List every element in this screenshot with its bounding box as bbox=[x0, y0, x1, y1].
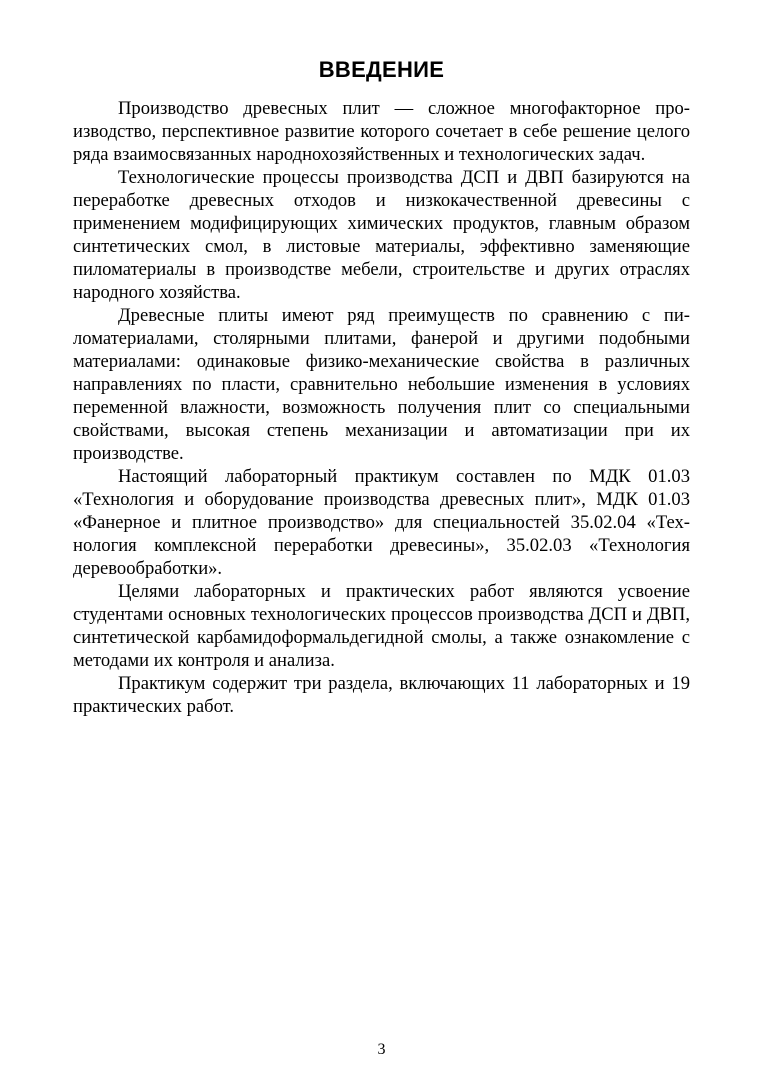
paragraph-4: Настоящий лабораторный практикум составлен по МДК 01.03 «Технология и оборудование производства древесных плит», МДК 01.03 «Фанерное и плитное производство» для специальностей 35.02.04 «Технология комплексной переработки древесины», 35.02.03 «Технология деревообработки». bbox=[73, 466, 690, 579]
paragraph-1: Производство древесных плит — сложное многофакторное производство, перспективное развитие которого сочетает в себе решение целого ряда взаимосвязанных народнохозяйственных и технологических задач. bbox=[73, 98, 690, 165]
page-number: 3 bbox=[377, 1041, 386, 1058]
paragraph-2: Технологические процессы производства ДСП и ДВП базируются на переработке древесных отходов и низкокачественной древесины с применением модифицирующих химических продуктов, главным образом синтетических смол, в листовые материалы, эффективно заменяющие пиломатериалы в производстве мебели, строительстве и других отраслях народного хозяйства. bbox=[73, 167, 690, 303]
introduction-body bbox=[73, 97, 690, 718]
paragraph-5: Целями лабораторных и практических работ являются усвоение студентами основных технологических процессов производства ДСП и ДВП, синтетической карбамидоформальдегидной смолы, а также ознакомление с методами их контроля и анализа. bbox=[73, 581, 690, 671]
page-title: ВВЕДЕНИЕ bbox=[318, 57, 445, 82]
paragraph-6: Практикум содержит три раздела, включающих 11 лабораторных и 19 практических работ. bbox=[73, 673, 690, 717]
paragraph-3: Древесные плиты имеют ряд преимуществ по сравнению с пиломатериалами, столярными плитами, фанерой и другими подобными материалами: одинаковые физико-механические свойства в различных направлениях по пласти, сравнительно небольшие изменения в условиях переменной влажности, возможность получения плит со специальными свойствами, высокая степень механизации и автоматизации при их производстве. bbox=[73, 305, 690, 464]
